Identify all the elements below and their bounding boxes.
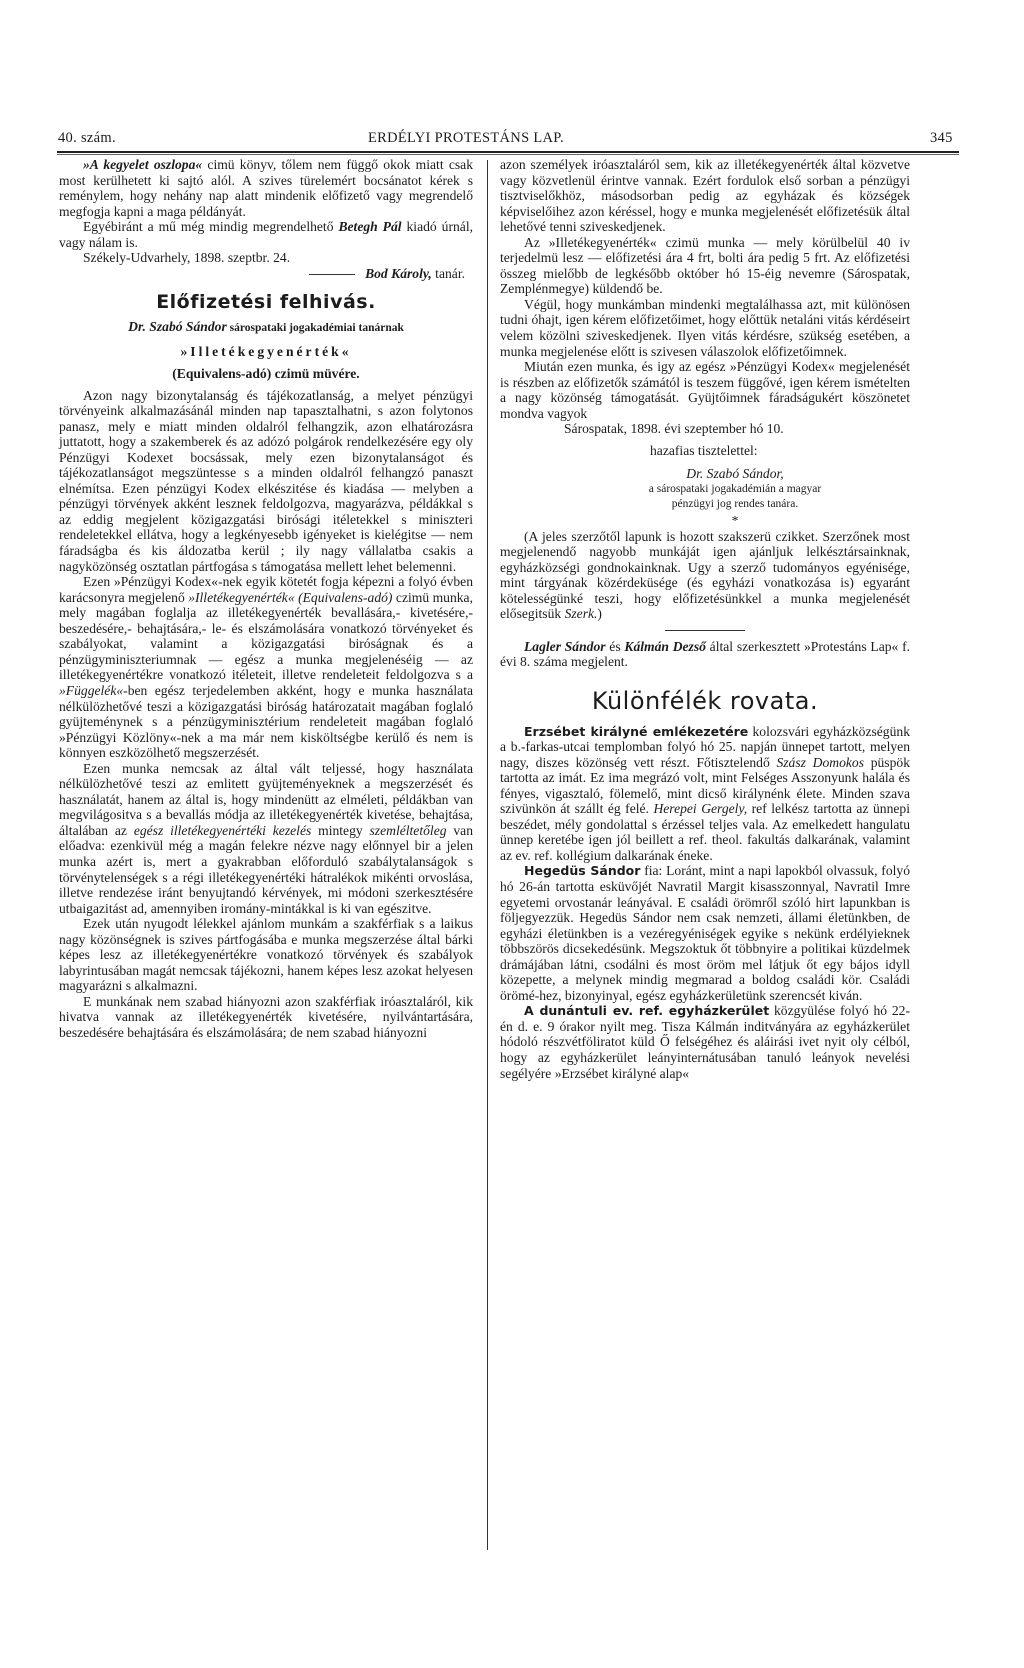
notice-work-subtitle: (Equivalens-adó) czimü müvére. bbox=[172, 366, 360, 382]
journal-title: ERDÉLYI PROTESTÁNS LAP. bbox=[368, 130, 564, 146]
editor-name-1: Lagler Sándor bbox=[524, 638, 606, 654]
editor-note bbox=[500, 529, 910, 622]
notice-p2-text-c: -ben egész terjedelemben akként, hogy e munka használata nélkülözhetővé teszi a közigazgatási biróság határozatait magában foglaló gyüjteménynek s a pénzügyminisztérium rendeleteit magában foglaló »Pénzügyi Közlöny«-nek a ma már nem kisköltségbe kerülő és nem is könnyen eszközölhető megszerzését. bbox=[59, 682, 473, 761]
news-text-c: ref lelkész tartotta az ünnepi beszédet, mély gondolattal s érzéssel teljes vala. Az emelkedett hangulatu ünnep keretébe igen jól beillett a ref. theol. fakultás dalkarának, valamint az ev. ref. kollégium dalkarának éneke. bbox=[500, 801, 910, 863]
notice-work-title: »Illetékegyenérték« bbox=[180, 344, 352, 360]
notice-continued: azon személyek iróasztaláról sem, kik az illetékegyenérték által közvetve vagy közvetlenül érintve vannak. Ezért fordulok első sorban a pénzügyi tisztviselőkhöz, másodsorban pedig az egyházak és községek képviselőihez azon kéréssel, hogy e munka megjelenését előfizetésük által lehetővé tenni sziveskedjenek. bbox=[500, 157, 910, 235]
news-text-b: püspök tartotta az imát. Ez ima megrázó volt, mint Felséges Asszonyunk halála és fényes, vigasztaló, fölemelő, mint dicső királynénk élete. Minden szava szivünkön át szállt ég felé. bbox=[500, 754, 910, 817]
news-lead-hegedus: Hegedüs Sándor bbox=[524, 863, 641, 879]
notice-signer bbox=[500, 466, 910, 482]
notice-p3-text-a: Ezen munka nemcsak az által vált teljessé, hogy használata nélkülözhetővé teszi az emlitett gyüjteményeknek a megszerzését és használatát, hanem az által is, hogy mindenütt az elméleti, példákban van megvilágositva s a bevallás módja az illetékegyenérték kivetése, behajtása, általában az bbox=[59, 760, 473, 838]
signature-dash bbox=[309, 274, 355, 275]
notice-author: Dr. Szabó Sándor bbox=[128, 318, 227, 334]
questions-paragraph: Végül, hogy munkámban mindenki megtalálhassa azt, mit különösen tudni óhajt, igen kérem előfizetőimet, hogy előttük netaláni vitás kérdéseirt velem közölni sziveskedjenek. Ilyen vitás kérdésre, szükség esetében, a munka megjelenése előtt is szivesen válaszolok előfizetőimnek. bbox=[500, 296, 910, 359]
notice-greeting: hazafias tisztelettel: bbox=[650, 442, 758, 458]
bishop-name: Szász Domokos bbox=[776, 754, 864, 770]
notice-p3-text-b: mintegy bbox=[311, 822, 370, 838]
separator-rule bbox=[665, 630, 745, 631]
news-text-hegedus: fia: Loránt, mint a napi lapokból olvassuk, folyó hó 26-án tartotta esküvőjét Navratil Margit kisasszonnyal, Navratil Imre egyetemi orvostanár leányával. E családi örömről szóló hirt lapunkban is följegyezzük. Hegedüs Sándor nem csak nemzeti, állami életünkben, de egyházi életünkben is a vezéregyéniségek egyike s nekünk erdélyieknek többszörös dicsekedésünk. Megszoktuk őt többnyire a politikai küzdelmek drámájában látni, csodálni és most öröm mel látjuk őt egy bájos idyll közepette, a melynek mindig megmarad a boldog családi kör. Családi örömé-hez, bizonyinyal, egész egyházkerületünk szerencsét kiván. bbox=[500, 863, 910, 1003]
subscription-notice-title: Előfizetési felhivás. bbox=[156, 291, 376, 314]
notice-p3-emph-a: egész illetékegyenértéki kezelés bbox=[133, 822, 312, 838]
order-paragraph bbox=[59, 219, 473, 250]
news-text-district: közgyülése folyó hó 22-én d. e. 9 órakor nyilt meg. Tisza Kálmán inditványára az egyházkerület hódoló részvétföliratot küld Ő felségéhez és aláirási ivet nyit oly célból, hogy az egyházkerület leányinternátusában tanuló leányok nevelési segélyére »Erzsébet királyné alap« bbox=[500, 1003, 911, 1081]
editor-note-sign: Szerk. bbox=[564, 606, 598, 622]
page-number: 345 bbox=[930, 130, 953, 146]
column-divider bbox=[487, 160, 488, 1550]
notice-paragraph-5: E munkának nem szabad hiányozni azon szakférfiak iróasztaláról, kik hivatva vannak az illetékegyenérték kivetésére, nyilvántartására, beszedésére behajtására és elszámolására; de nem szabad hiányozni bbox=[59, 993, 473, 1040]
editor-note-close: ) bbox=[597, 606, 602, 622]
news-text-a: kolozsvári egyházközségünk a b.-farkas-utcai templomban folyó hó 25. napján ünnepet tartott, melyen nagy, diszes közönség vett részt. Főtisztelendő bbox=[500, 723, 910, 770]
book-notice-paragraph bbox=[59, 157, 473, 219]
notice-author-role: sárospataki jogakadémiai tanárnak bbox=[226, 321, 404, 334]
miscellany-section-title: Különfélék rovata. bbox=[591, 686, 819, 715]
notice-signer-name: Dr. Szabó Sándor, bbox=[686, 466, 784, 482]
order-text-end: kiadó úrnál, vagy nálam is. bbox=[59, 219, 473, 250]
left-column bbox=[59, 157, 473, 1041]
header-rule bbox=[57, 151, 959, 153]
place-date: Székely-Udvarhely, 1898. szeptbr. 24. bbox=[83, 250, 291, 266]
publisher-name: Betegh Pál bbox=[338, 219, 402, 235]
notice-p2-text-b: czimü munka, mely magában foglalja az illetékegyenérték bevallására,- kivetésére,- beszedésére,- behajtására,- le- és elszámolására vonatkozó törvényeket és szabályokat, valamint a közigazgatási biróságnak és a pénzügyminiszteriumnak — egész a munka megjelenéséig — az illetékegyenértékre vonatkozó itéleteit, illetve rendeleteit feldolgozva s a bbox=[59, 589, 473, 683]
news-item-elizabeth bbox=[500, 724, 910, 864]
signature bbox=[59, 266, 473, 282]
signature-title: tanár. bbox=[431, 265, 465, 281]
notice-paragraph-1: Azon nagy bizonytalanság és tájékozatlanság, a melyet pénzügyi törvényeink alkalmazásánál minden nap tapasztalhatni, s azon folytonos panasz, mely e miatt minden oldalról felhangzik, azon elhatározásra juttatott, hogy a szakemberek és az adózó polgárok rendelkezésére egy oly Pénzügyi Kodexet bocsássak, mely ezen bizonytalanságot és tájékozatlanságot megszüntesse s a minden oldalról felhangzó panaszt elnémítsa. Ezen pénzügyi Kodex elkészitése és kiadása — melyben a pénzügyi törvények akként lesznek feldolgozva, magyarázva, példákkal s az eddig megjelent közigazgatási birósági itéletekkel s miniszteri rendeletekkel ellátva, hogy a legkényesebb igényeket is kielégitse — nem fáradságba és kis áldozatba kerül ; ily nagy vállalatba csakis a nagyközönség osztatlan pártfogása s támogatása mellett lehet belemenni. bbox=[59, 387, 473, 574]
and-word: és bbox=[605, 638, 625, 654]
notice-paragraph-4: Ezek után nyugodt lélekkel ajánlom munkám a szakférfiak s a laikus nagy közönségnek is szives pártfogásába e munka megszerzése által bárki képes lesz az illetékegyenértékre vonatkozó törvények és szabályok labyrintusában magát nemcsak tájékozni, hanem képes lesz azokat helyesen magyarázni s alkalmazni. bbox=[59, 916, 473, 994]
notice-p2-text-a: Ezen »Pénzügyi Kodex«-nek egyik kötetét fogja képezni a folyó évben karácsonyra megjelenő bbox=[59, 574, 473, 605]
price-paragraph: Az »Illetékegyenérték« czimü munka — mely körülbelül 40 iv terjedelmü lesz — előfizetési ára 4 frt, bolti ára pedig 5 frt. Az előfizetési összeg mielőbb de legkésőbb október hó 15-éig nevemre (Sárospatak, Zemplénmegye) küldendő be. bbox=[500, 234, 910, 297]
support-paragraph: Miután ezen munka, és igy az egész »Pénzügyi Kodex« megjelenését is részben az előfizetők számától is teszem függővé, igen kérem ismételten a nagy közönség támogatását. Gyüjtőimnek fáradságukért köszönetet mondva vagyok bbox=[500, 359, 910, 421]
notice-author-line bbox=[59, 319, 473, 337]
header-rule-thin bbox=[57, 154, 959, 155]
book-notice-text: cimü könyv, tőlem nem függő okok miatt csak most kerülhetett ki sajtó alól. A szives türelemért bocsánatot kérek s reménylem, hogy nehány nap alatt mindenik előfizető vagy megrendelő megfogja kapni a maga példányát. bbox=[59, 157, 473, 219]
notice-p2-appendix: »Függelék« bbox=[59, 682, 124, 698]
protestans-lap-text: által szerkesztett »Protestáns Lap« f. évi 8. száma megjelent. bbox=[500, 638, 910, 670]
news-lead-district: A dunántuli ev. ref. egyházkerület bbox=[524, 1003, 770, 1019]
editor-note-text: (A jeles szerzőtől lapunk is hozott szakszerü czikket. Szerzőnek most megjelenendő nagyobb munkáját igen ajánljuk lelkésztársainknak, egyházközségi gondnokainknak. Ugy a szerző tudományos egyénisége, mint tárgyának közérdeküsége (és egyházi vonatkozása is) egyaránt kötelességünké teszi, hogy előfizetésünkkel a munka megjelenését elősegitsük bbox=[500, 528, 910, 622]
separator-star: * bbox=[731, 513, 739, 529]
editor-name-2: Kálmán Dezső bbox=[624, 638, 706, 654]
signature-name: Bod Károly, bbox=[365, 265, 432, 281]
order-text: Egyébiránt a mű még mindig megrendelhető bbox=[83, 219, 339, 235]
notice-p3-text-c: van előadva: ezenkivül még a magán felekre nézve nagy előnnyel bir a jelen munka azért is, mert a gyakrabban előforduló szabálytalanságok s törvénytelenségek s a régi illetékegyenértéki hátralékok mikénti orvoslása, illetve rendezése iránt benyujtandó kérvények, mi módoni szerkesztésére utbaigazitást ad, amennyiben iromány-mintákkal is ki van egészitve. bbox=[59, 822, 473, 916]
news-item-hegedus bbox=[500, 863, 910, 1003]
notice-paragraph-2 bbox=[59, 574, 473, 761]
issue-number: 40. szám. bbox=[58, 130, 116, 146]
protestans-lap-notice bbox=[500, 639, 910, 670]
news-item-district bbox=[500, 1003, 910, 1081]
right-column bbox=[500, 157, 910, 1081]
notice-p2-work: »Illetékegyenérték« (Equivalens-adó) bbox=[188, 589, 393, 605]
book-title: »A kegyelet oszlopa« bbox=[83, 157, 203, 172]
notice-date: Sárospatak, 1898. évi szeptember hó 10. bbox=[564, 421, 784, 437]
news-lead-elizabeth: Erzsébet királyné emlékezetére bbox=[524, 723, 749, 739]
notice-p3-emph-b: szemléltetőleg bbox=[369, 822, 447, 838]
notice-signer-title-1: a sárospataki jogakadémián a magyar bbox=[648, 482, 822, 495]
notice-paragraph-3 bbox=[59, 761, 473, 916]
pastor-name: Herepei Gergely, bbox=[653, 801, 748, 817]
notice-signer-title-2: pénzügyi jog rendes tanára. bbox=[671, 498, 799, 511]
